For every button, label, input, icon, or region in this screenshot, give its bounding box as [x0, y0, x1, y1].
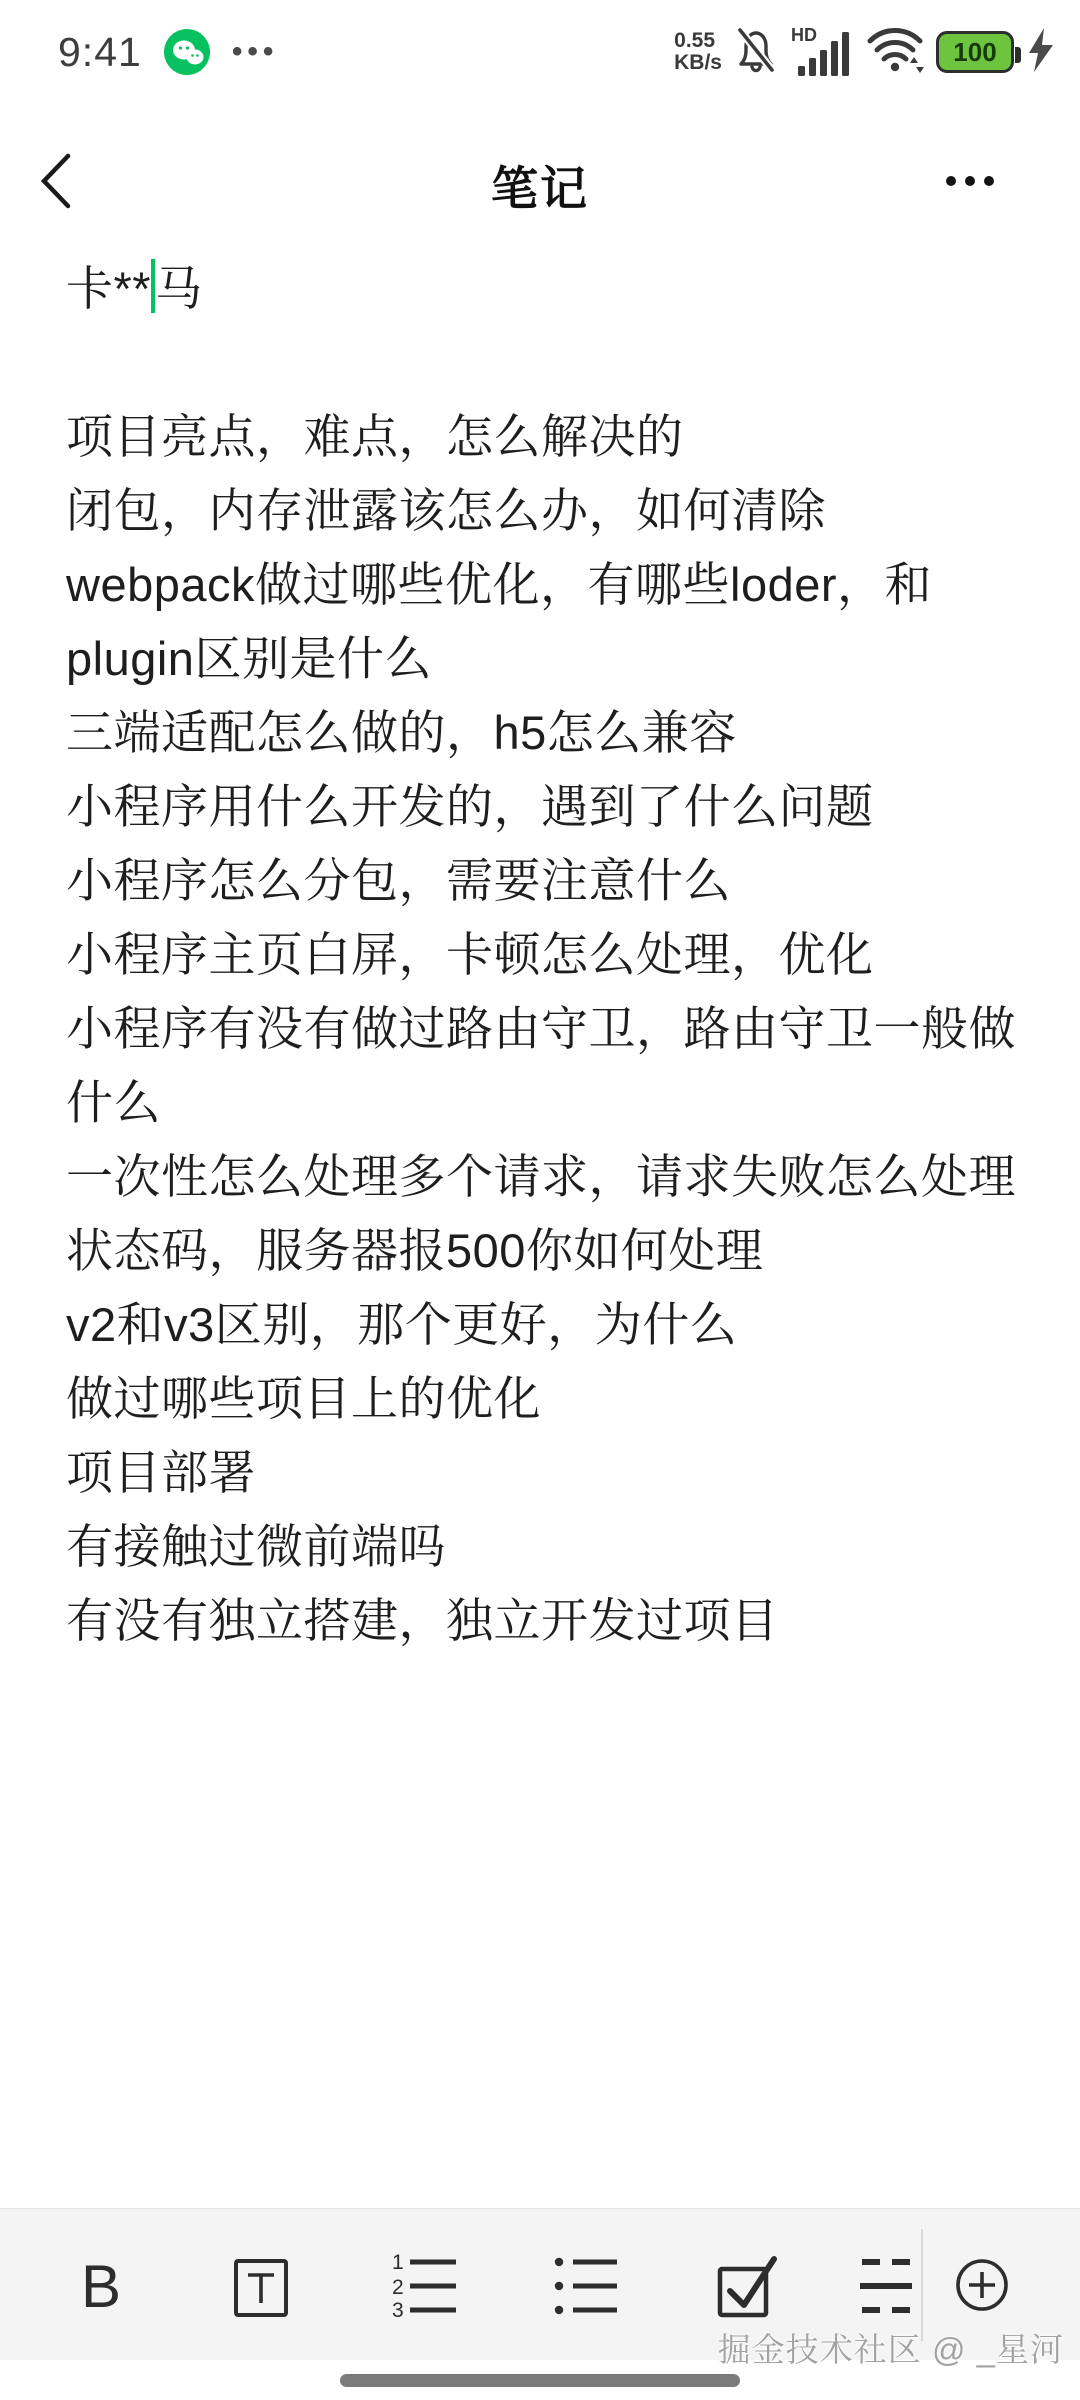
note-line: 闭包，内存泄露该怎么办，如何清除	[66, 484, 826, 537]
svg-text:1: 1	[392, 2253, 404, 2274]
text-after-cursor: 马	[155, 262, 203, 315]
more-dot	[965, 176, 975, 186]
clock: 9:41	[58, 28, 142, 75]
note-line: v2和v3区别，那个更好，为什么	[66, 1298, 738, 1351]
text-before-cursor: 卡**	[66, 262, 152, 315]
hd-label: HD	[791, 24, 817, 45]
more-dot	[984, 176, 994, 186]
numbered-list-icon	[390, 2253, 460, 2319]
numbered-list-button[interactable]	[390, 2253, 460, 2319]
bold-button[interactable]: B	[80, 2252, 122, 2320]
note-line: 小程序主页白屏，卡顿怎么处理，优化	[66, 928, 874, 981]
status-bar-right	[674, 20, 1056, 84]
cellular-signal-icon	[790, 24, 854, 81]
note-editor[interactable]	[66, 252, 1020, 1658]
battery-indicator	[936, 31, 1014, 73]
bullet-list-button[interactable]	[551, 2253, 621, 2319]
page-title: 笔记	[491, 162, 589, 215]
mute-bell-icon	[734, 26, 778, 79]
note-line: 做过哪些项目上的优化	[66, 1372, 541, 1425]
bullet-list-icon	[551, 2253, 621, 2319]
note-lines	[66, 400, 1020, 1658]
more-dot	[946, 176, 956, 186]
note-line: 小程序用什么开发的，遇到了什么问题	[66, 780, 874, 833]
text-style-icon	[232, 2257, 290, 2319]
charging-bolt-icon	[1026, 26, 1056, 79]
svg-text:2: 2	[392, 2276, 404, 2299]
note-line: 有接触过微前端吗	[66, 1520, 446, 1573]
add-button[interactable]	[954, 2257, 1010, 2313]
status-bar	[0, 20, 1080, 84]
status-more-dots: •••	[231, 35, 279, 68]
blank-line	[66, 326, 1020, 400]
wifi-icon	[866, 25, 924, 80]
checkbox-button[interactable]	[714, 2249, 782, 2321]
note-first-line	[66, 252, 1020, 326]
battery-nub	[1015, 47, 1021, 63]
note-line: webpack做过哪些优化，有哪些loder，和plugin区别是什么	[66, 558, 933, 685]
dashed-lines-icon	[858, 2253, 916, 2319]
battery-percent: 100	[953, 36, 997, 67]
status-bar-left	[58, 20, 278, 84]
gesture-navigation-bar[interactable]	[340, 2374, 740, 2387]
divider-insert-button[interactable]	[858, 2253, 916, 2319]
note-line: 小程序怎么分包，需要注意什么	[66, 854, 731, 907]
svg-text:3: 3	[392, 2299, 404, 2319]
note-line: 三端适配怎么做的，h5怎么兼容	[66, 706, 737, 759]
checkbox-icon	[714, 2249, 782, 2321]
nav-bar	[0, 136, 1080, 226]
watermark: 掘金技术社区 @ _星河	[717, 2331, 1064, 2368]
more-menu-button[interactable]	[946, 166, 994, 196]
network-speed-value: 0.55	[674, 29, 716, 52]
plus-circle-icon	[954, 2257, 1010, 2313]
note-line: 项目亮点，难点，怎么解决的	[66, 410, 684, 463]
note-line: 有没有独立搭建，独立开发过项目	[66, 1594, 779, 1647]
network-speed	[674, 30, 722, 74]
text-style-button[interactable]	[232, 2257, 290, 2319]
network-speed-unit: KB/s	[674, 51, 722, 74]
wechat-notification-icon	[164, 29, 210, 75]
note-line: 状态码，服务器报500你如何处理	[66, 1224, 764, 1277]
note-line: 小程序有没有做过路由守卫，路由守卫一般做什么	[66, 1002, 1016, 1129]
note-line: 项目部署	[66, 1446, 256, 1499]
note-line: 一次性怎么处理多个请求，请求失败怎么处理	[66, 1150, 1016, 1203]
